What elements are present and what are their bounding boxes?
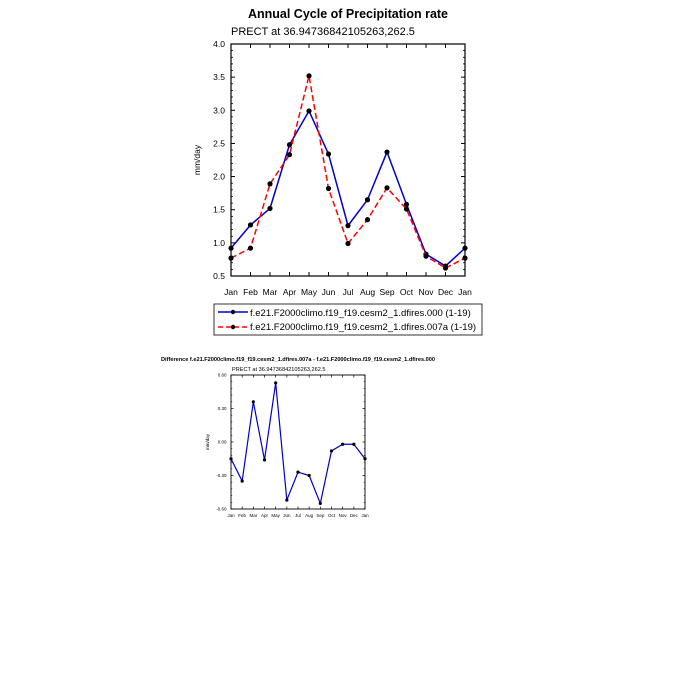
diff-x-tick-label: Dec [349, 513, 358, 518]
main-series-1-point [462, 246, 467, 251]
difference-plot-area [216, 373, 369, 518]
difference-chart-y-label: mm/day [205, 433, 210, 451]
main-x-tick-label: May [300, 287, 318, 297]
main-chart-legend [214, 304, 482, 335]
legend-marker-series-1 [231, 310, 235, 314]
main-series-1-point [248, 222, 253, 227]
main-x-tick-label: Jul [342, 287, 354, 297]
main-series-2-point [248, 246, 253, 251]
main-series-1-point [306, 108, 311, 113]
main-chart-y-label: mm/day [192, 144, 202, 176]
main-series-2-point [365, 217, 370, 222]
diff-x-tick-label: Jan [227, 513, 235, 518]
diff-series-1-point [341, 443, 344, 446]
diff-series-1-point [274, 381, 277, 384]
legend-label-series-1: f.e21.F2000climo.f19_f19.cesm2_1.dfires.000 (1-19) [250, 308, 471, 319]
diff-series-1-point [352, 443, 355, 446]
main-series-2-point [404, 206, 409, 211]
main-series-1-point [267, 206, 272, 211]
legend-label-series-2: f.e21.F2000climo.f19_f19.cesm2_1.dfires.007a (1-19) [250, 322, 477, 333]
diff-series-1-point [308, 474, 311, 477]
diff-y-tick-label: -0.30 [216, 473, 227, 479]
main-y-tick-label: 1.0 [213, 237, 225, 248]
diff-x-tick-label: May [271, 513, 280, 518]
main-y-tick-label: 3.5 [213, 72, 225, 83]
main-series-1-point [228, 246, 233, 251]
legend-entry-series-1 [218, 308, 471, 319]
main-series-2-point [443, 265, 448, 270]
difference-chart [161, 357, 435, 518]
diff-series-1-point [285, 498, 288, 501]
diff-x-tick-label: Jul [295, 513, 301, 518]
diff-series-1-point [263, 458, 266, 461]
main-x-tick-label: Nov [418, 287, 434, 297]
diff-series-1-point [241, 479, 244, 482]
main-y-tick-label: 4.0 [213, 38, 225, 49]
main-chart-subtitle: PRECT at 36.94736842105263,262.5 [231, 26, 415, 38]
diff-series-1-point [330, 449, 333, 452]
diff-x-tick-label: Mar [249, 513, 258, 518]
main-chart [192, 7, 482, 335]
diff-y-tick-label: 0.60 [217, 372, 227, 378]
diff-x-tick-label: Feb [238, 513, 247, 518]
diff-series-1-point [229, 457, 232, 460]
main-series-2-point [423, 254, 428, 259]
main-x-tick-label: Aug [359, 287, 376, 297]
main-plot-area [213, 39, 472, 297]
difference-chart-title: Difference f.e21.F2000climo.f19_f19.cesm2_1.dfires.007a - f.e21.F2000climo.f19_f19.cesm2_1.dfires.000 [161, 357, 435, 363]
main-series-2-point [345, 241, 350, 246]
main-x-tick-label: Sep [379, 287, 395, 297]
main-series-1-point [384, 149, 389, 154]
main-series-2-point [267, 181, 272, 186]
main-y-tick-label: 1.5 [213, 204, 225, 215]
main-x-tick-label: Feb [243, 287, 258, 297]
main-y-tick-label: 2.0 [213, 171, 225, 182]
main-series-2-point [326, 186, 331, 191]
diff-x-tick-label: Apr [260, 513, 269, 518]
main-series-2-point [228, 256, 233, 261]
main-x-tick-label: Dec [437, 287, 454, 297]
diff-x-tick-label: Nov [338, 513, 347, 518]
diff-x-tick-label: Jan [361, 513, 369, 518]
legend-entry-series-2 [218, 322, 476, 333]
diff-series-1-point [363, 457, 366, 460]
main-series-2-line [231, 76, 465, 268]
diff-y-tick-label: 0.00 [217, 439, 227, 445]
difference-chart-subtitle: PRECT at 36.94736842105263,262.5 [232, 367, 326, 373]
main-x-tick-label: Mar [262, 287, 278, 297]
main-series-2-point [384, 185, 389, 190]
diff-x-tick-label: Aug [305, 513, 314, 518]
main-series-1-point [326, 151, 331, 156]
diff-series-1-point [252, 400, 255, 403]
diff-series-1-point [296, 471, 299, 474]
main-series-1-point [345, 223, 350, 228]
legend-marker-series-2 [231, 325, 235, 329]
main-y-tick-label: 3.0 [213, 105, 225, 116]
main-series-2-point [306, 73, 311, 78]
diff-y-tick-label: 0.30 [217, 406, 227, 412]
diff-series-1-point [319, 502, 322, 505]
diff-x-tick-label: Sep [316, 513, 325, 518]
main-x-tick-label: Jun [321, 287, 336, 297]
diff-y-tick-label: -0.60 [216, 506, 227, 512]
main-series-2-point [287, 152, 292, 157]
main-x-tick-label: Jan [224, 287, 238, 297]
main-chart-title: Annual Cycle of Precipitation rate [247, 7, 449, 21]
main-series-1-point [287, 142, 292, 147]
diff-x-tick-label: Oct [327, 513, 336, 518]
diff-plot-frame [231, 375, 365, 509]
diff-x-tick-label: Jun [283, 513, 291, 518]
diff-series-1-line [231, 383, 365, 504]
main-y-tick-label: 2.5 [213, 138, 225, 149]
main-x-tick-label: Jan [458, 287, 472, 297]
main-y-tick-label: 0.5 [213, 270, 225, 281]
main-series-2-point [462, 256, 467, 261]
main-series-1-point [365, 197, 370, 202]
main-x-tick-label: Apr [282, 287, 297, 297]
main-x-tick-label: Oct [399, 287, 414, 297]
